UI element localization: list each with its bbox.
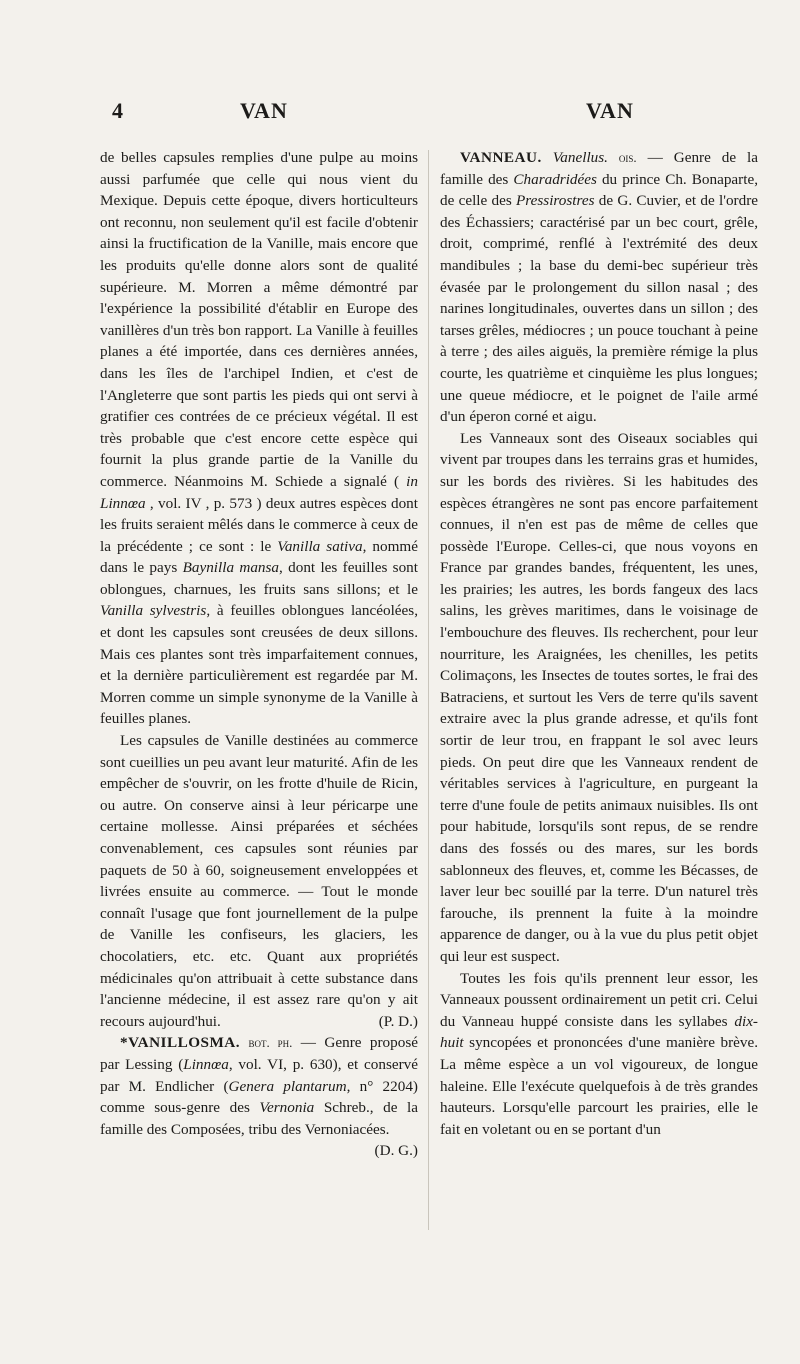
paragraph-vanneau-flight: Toutes les fois qu'ils prennent leur essor, les Vanneaux poussent ordinairement un petit cri. Celui du Vanneau huppé consiste dans les syllabes dix-huit syncopées et prononcées d'une manière brève. La même espèce a un vol vigoureux, de longue haleine. Elle l'exécute quelquefois à de très grandes hauteurs. Lorsqu'elle parcourt les prairies, elle le fait en voletant ou en se portant d'un [440, 969, 758, 1138]
entry-heading: *VANILLOSMA. [120, 1034, 241, 1052]
left-column [100, 147, 418, 1162]
column-divider [428, 150, 429, 1230]
paragraph-vanilla-cultivation: de belles capsules remplies d'une pulpe au moins aussi parfumée que celle qui nous vient du Mexique. Depuis cette époque, divers horticulteurs ont reconnu, non seulement qu'il est facile d'obtenir ainsi la fructification de la Vanille, mais encore que les produits qu'elle donne alors sont de qualité supérieure. M. Morren a même démontré par l'expérience la possibilité d'établir en Europe des vanillères d'un très bon rapport. La Vanille à feuilles planes a été importée, dans ces dernières années, dans les îles de l'archipel Indien, et c'est de l'Angleterre que sont partis les pieds qui ont servi à gratifier ces contrées de ce précieux végétal. Il est très probable que c'est encore cette espèce qui fournit la plus grande partie de la Vanille du commerce. Néanmoins M. Schiede a signalé ( in Linnœa , vol. IV , p. 573 ) deux autres espèces dont les fruits seraient mêlés dans le commerce à ceux de la précédente ; ce sont : le Vanilla sativa, nommé dans le pays Baynilla mansa, dont les feuilles sont oblongues, charnues, les fruits sans sillons; et le Vanilla sylvestris, à feuilles oblongues lancéolées, et dont les capsules sont creusées de deux sillons. Mais ces plantes sont très imparfaitement connues, et la dernière particulièrement est regardée par M. Morren comme un simple synonyme de la Vanille à feuilles planes. [100, 149, 418, 728]
running-header [0, 98, 800, 128]
header-left-title: VAN [240, 98, 288, 123]
right-column [440, 147, 758, 1140]
header-right-title: VAN [586, 98, 634, 123]
entry-vanneau: VANNEAU. Vanellus. ois. — Genre de la famille des Charadridées du prince Ch. Bonaparte, de celle des Pressirostres de G. Cuvier, et de l'ordre des Échassiers; caractérisé par un bec court, grêle, droit, comprimé, renflé à l'extrémité des deux mandibules ; la base du demi-bec supérieur très évasée par le prolongement du sillon nasal ; des narines longitudinales, ouvertes dans un sillon ; des tarses grêles, médiocres ; un pouce touchant à peine à terre ; des ailes aiguës, la première rémige la plus courte, les quatrième et cinquième les plus longues; une queue médiocre, et le poignet de l'aile armé d'un éperon corné et aigu. [440, 149, 759, 426]
paragraph-vanilla-commerce: Les capsules de Vanille destinées au commerce sont cueillies un peu avant leur maturité. Afin de les empêcher de s'ouvrir, on les frotte d'huile de Ricin, ou autre. On conserve ainsi à leur péricarpe une certaine mollesse. Ainsi préparées et séchées convenablement, ces capsules sont réunies par paquets de 50 à 60, soigneusement enveloppées et livrées ensuite au commerce. — Tout le monde connaît l'usage que font journellement de la pulpe de Vanille les confiseurs, les glaciers, les chocolatiers, etc. etc. Quant aux propriétés médicinales qu'on attribuait à cette substance dans l'ancienne médecine, il est assez rare qu'on y ait recours aujourd'hui. (P. D.) [100, 730, 418, 1032]
page-number: 4 [112, 98, 124, 123]
entry-heading: VANNEAU. [460, 149, 542, 166]
entry-vanillosma: *VANILLOSMA. bot. ph. — Genre proposé par Lessing (Linnœa, vol. VI, p. 630), et conservé par M. Endlicher (Genera plantarum, n° 2204) comme sous-genre des Vernonia Schreb., de la famille des Composées, tribu des Vernoniacées. (D. G.) [100, 1032, 418, 1140]
paragraph-vanneau-habits: Les Vanneaux sont des Oiseaux sociables qui vivent par troupes dans les terrains gras et humides, sur les bords des rivières. Si les habitudes des espèces étrangères ne sont pas encore parfaitement connues, il n'en est pas de même de celles que possède l'Europe. Celles-ci, que nous voyons en France par grandes bandes, fréquentent, les unes, les prairies; les autres, les bords fangeux des lacs salins, les grèves maritimes, dans le voisinage de l'embouchure des fleuves. Ils recherchent, pour leur nourriture, les Araignées, les chenilles, les petits Colimaçons, les Insectes de toutes sortes, le frai des Batraciens, et surtout les Vers de terre qu'ils savent extraire avec la plus grande adresse, et qu'ils font sortir de leur trou, en frappant le sol avec leurs pieds. On peut dire que les Vanneaux rendent de véritables services à l'agriculture, en purgeant la terre d'une foule de petits animaux nuisibles. Ils ont pour habitude, lorsqu'ils sont repus, de se rendre dans des fossés ou des mares, sur les bords sablonneux des fleuves, et, comme les Bécasses, de laver leur bec souillé par la terre. D'un naturel très farouche, ils prennent la fuite à la moindre apparence de danger, ou à la vue du plus petit objet qui leur est suspect. [440, 429, 758, 965]
author-signature: (P. D.) [378, 1012, 418, 1030]
author-signature: (D. G.) [374, 1142, 418, 1160]
